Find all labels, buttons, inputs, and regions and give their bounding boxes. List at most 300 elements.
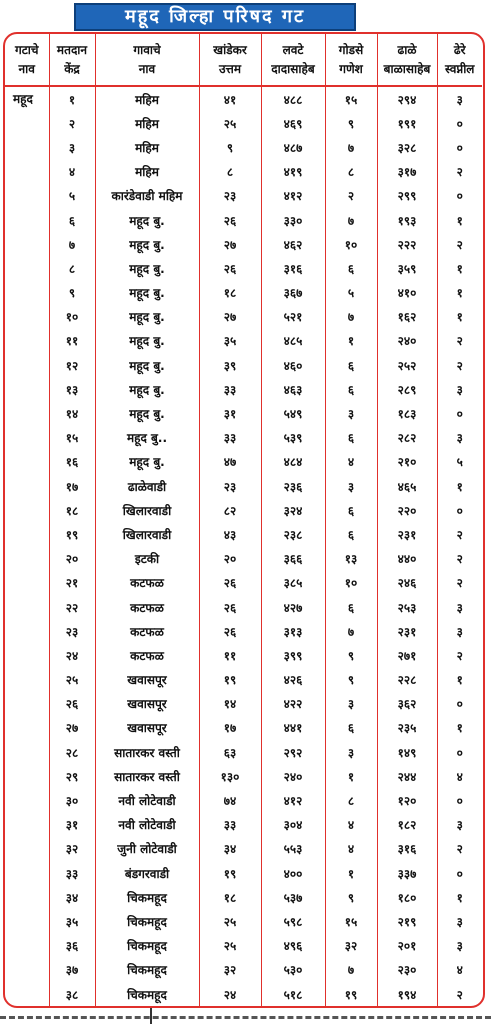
- candidate-godse-cell: ६: [325, 716, 377, 740]
- candidate-godse-cell: ९: [325, 885, 377, 909]
- candidate-khandekar-cell: ३३: [199, 377, 261, 401]
- candidate-khandekar-cell: ३२: [199, 958, 261, 982]
- village-name-cell: ढाळेवाडी: [95, 474, 199, 498]
- booth-number-cell: २३: [49, 619, 95, 643]
- candidate-lavate-cell: ४८५: [261, 329, 325, 353]
- table-row: [5, 595, 482, 619]
- candidate-dhere-cell: १: [456, 673, 463, 688]
- candidate-khandekar-cell: २५: [199, 909, 261, 933]
- booth-number-cell: ९: [49, 281, 95, 305]
- group-name-cell: महूद: [5, 86, 49, 1006]
- header-row: [5, 34, 482, 86]
- column-header: [199, 34, 261, 86]
- booth-number-cell: १४: [49, 401, 95, 425]
- village-name-cell: नवी लोटेवाडी: [95, 788, 199, 812]
- candidate-dhere-cell: ५: [456, 455, 463, 470]
- divider-tick: [150, 1008, 152, 1024]
- booth-number-cell: १७: [49, 474, 95, 498]
- candidate-dhale-cell: १८३: [377, 401, 437, 425]
- candidate-godse-cell: ७: [325, 619, 377, 643]
- candidate-lavate-cell: ४६९: [261, 111, 325, 135]
- village-name-cell: खिलारवाडी: [95, 522, 199, 546]
- table-row: [5, 619, 482, 643]
- candidate-godse-cell: १५: [325, 909, 377, 933]
- candidate-khandekar-cell: २६: [199, 256, 261, 280]
- table-row: [5, 208, 482, 232]
- candidate-khandekar-cell: २०: [199, 547, 261, 571]
- candidate-khandekar-cell: ३३: [199, 426, 261, 450]
- column-header-line1: गावाचे: [133, 42, 161, 57]
- village-name-cell: सातारकर वस्ती: [95, 764, 199, 788]
- table-header: [5, 34, 482, 86]
- column-header-line2: नाव: [138, 61, 156, 76]
- table-row: [5, 474, 482, 498]
- table-row: [5, 643, 482, 667]
- candidate-godse-cell: ३२: [325, 934, 377, 958]
- candidate-khandekar-cell: ३९: [199, 353, 261, 377]
- table-row: [5, 232, 482, 256]
- table-row: [5, 813, 482, 837]
- village-name-cell: महूद बु.: [95, 353, 199, 377]
- village-name-cell: महिम: [95, 135, 199, 159]
- candidate-dhere-cell: १: [456, 261, 463, 276]
- booth-number-cell: २५: [49, 668, 95, 692]
- candidate-godse-cell: ३: [325, 401, 377, 425]
- village-name-cell: महिम: [95, 111, 199, 135]
- candidate-khandekar-cell: ६३: [199, 740, 261, 764]
- candidate-dhale-cell: १९१: [377, 111, 437, 135]
- candidate-lavate-cell: ५३०: [261, 958, 325, 982]
- candidate-dhale-cell: १८०: [377, 885, 437, 909]
- candidate-dhere-cell: २: [456, 334, 463, 349]
- candidate-dhere-cell: ०: [456, 794, 463, 809]
- column-header: [49, 34, 95, 86]
- column-header-line1: लवटे: [282, 42, 304, 57]
- village-name-cell: चिकमहूद: [95, 934, 199, 958]
- booth-number-cell: १८: [49, 498, 95, 522]
- village-name-cell: महिम: [95, 160, 199, 184]
- candidate-khandekar-cell: २६: [199, 571, 261, 595]
- village-name-cell: जुनी लोटेवाडी: [95, 837, 199, 861]
- candidate-dhere-cell: ३: [456, 600, 463, 615]
- candidate-godse-cell: ७: [325, 135, 377, 159]
- candidate-khandekar-cell: २७: [199, 305, 261, 329]
- candidate-dhere-cell: ३: [456, 431, 463, 446]
- candidate-dhere-cell: ३: [456, 624, 463, 639]
- candidate-godse-cell: ९: [325, 643, 377, 667]
- candidate-lavate-cell: ३२४: [261, 498, 325, 522]
- candidate-dhale-cell: २३१: [377, 522, 437, 546]
- candidate-godse-cell: ९: [325, 668, 377, 692]
- column-header-line1: खांडेकर: [213, 42, 247, 57]
- village-name-cell: खवासपूर: [95, 716, 199, 740]
- table-row: [5, 86, 482, 111]
- column-header-line2: स्वप्नील: [445, 61, 475, 76]
- candidate-dhale-cell: ३२८: [377, 135, 437, 159]
- candidate-lavate-cell: ४८७: [261, 135, 325, 159]
- table-row: [5, 885, 482, 909]
- table-row: [5, 958, 482, 982]
- candidate-lavate-cell: ४१९: [261, 160, 325, 184]
- village-name-cell: इटकी: [95, 547, 199, 571]
- candidate-lavate-cell: ५२१: [261, 305, 325, 329]
- column-header-line1: गोडसे: [338, 42, 364, 57]
- candidate-godse-cell: १: [325, 861, 377, 885]
- results-table: [5, 34, 482, 1006]
- candidate-godse-cell: ४: [325, 837, 377, 861]
- table-row: [5, 764, 482, 788]
- table-row: [5, 160, 482, 184]
- booth-number-cell: ३३: [49, 861, 95, 885]
- candidate-dhale-cell: २९४: [377, 86, 437, 111]
- candidate-khandekar-cell: २५: [199, 111, 261, 135]
- candidate-khandekar-cell: २७: [199, 232, 261, 256]
- candidate-lavate-cell: ५४९: [261, 401, 325, 425]
- village-name-cell: चिकमहूद: [95, 982, 199, 1006]
- candidate-godse-cell: १: [325, 329, 377, 353]
- candidate-dhere-cell: ३: [456, 818, 463, 833]
- village-name-cell: कटफळ: [95, 643, 199, 667]
- candidate-dhere-cell: ४: [456, 963, 463, 978]
- village-name-cell: महूद बु.: [95, 305, 199, 329]
- booth-number-cell: ८: [49, 256, 95, 280]
- candidate-khandekar-cell: ९: [199, 135, 261, 159]
- candidate-dhale-cell: २५३: [377, 595, 437, 619]
- village-name-cell: खवासपूर: [95, 692, 199, 716]
- village-name-cell: चिकमहूद: [95, 909, 199, 933]
- table-row: [5, 426, 482, 450]
- candidate-lavate-cell: ३०४: [261, 813, 325, 837]
- table-row: [5, 522, 482, 546]
- village-name-cell: महूद बु.: [95, 329, 199, 353]
- candidate-godse-cell: ५: [325, 281, 377, 305]
- booth-number-cell: ५: [49, 184, 95, 208]
- candidate-godse-cell: ४: [325, 450, 377, 474]
- booth-number-cell: ४: [49, 160, 95, 184]
- column-header-line2: दादासाहेब: [271, 61, 315, 76]
- candidate-dhale-cell: ३१६: [377, 837, 437, 861]
- table-row: [5, 305, 482, 329]
- booth-number-cell: २६: [49, 692, 95, 716]
- table-row: [5, 861, 482, 885]
- candidate-dhale-cell: २९९: [377, 184, 437, 208]
- booth-number-cell: ३१: [49, 813, 95, 837]
- candidate-godse-cell: १: [325, 764, 377, 788]
- candidate-dhale-cell: २७१: [377, 643, 437, 667]
- candidate-lavate-cell: ५५३: [261, 837, 325, 861]
- candidate-godse-cell: ६: [325, 426, 377, 450]
- candidate-dhale-cell: २८२: [377, 426, 437, 450]
- booth-number-cell: ७: [49, 232, 95, 256]
- candidate-dhale-cell: २४४: [377, 764, 437, 788]
- booth-number-cell: १५: [49, 426, 95, 450]
- table-row: [5, 571, 482, 595]
- candidate-lavate-cell: ४२२: [261, 692, 325, 716]
- candidate-dhere-cell: २: [456, 842, 463, 857]
- candidate-khandekar-cell: २६: [199, 595, 261, 619]
- candidate-godse-cell: १०: [325, 571, 377, 595]
- candidate-lavate-cell: ३३०: [261, 208, 325, 232]
- table-row: [5, 498, 482, 522]
- village-name-cell: खवासपूर: [95, 668, 199, 692]
- table-row: [5, 353, 482, 377]
- results-table-frame: [3, 32, 485, 1008]
- candidate-lavate-cell: ३६७: [261, 281, 325, 305]
- candidate-dhere-cell: ०: [456, 503, 463, 518]
- candidate-dhale-cell: २२८: [377, 668, 437, 692]
- candidate-dhere-cell: ०: [456, 116, 463, 131]
- booth-number-cell: ३२: [49, 837, 95, 861]
- candidate-dhale-cell: ३५९: [377, 256, 437, 280]
- candidate-dhale-cell: २२०: [377, 498, 437, 522]
- village-name-cell: महूद बु.: [95, 450, 199, 474]
- candidate-dhere-cell: २: [456, 358, 463, 373]
- table-row: [5, 692, 482, 716]
- candidate-godse-cell: ९: [325, 111, 377, 135]
- candidate-khandekar-cell: ८: [199, 160, 261, 184]
- booth-number-cell: १९: [49, 522, 95, 546]
- village-name-cell: महूद बु.: [95, 232, 199, 256]
- column-header-line1: गटाचे: [14, 42, 39, 57]
- candidate-dhere-cell: २: [456, 648, 463, 663]
- candidate-godse-cell: ८: [325, 788, 377, 812]
- table-row: [5, 184, 482, 208]
- table-row: [5, 788, 482, 812]
- booth-number-cell: ३६: [49, 934, 95, 958]
- table-row: [5, 281, 482, 305]
- column-header-line1: ढेरे: [453, 42, 466, 57]
- candidate-dhere-cell: २: [456, 576, 463, 591]
- candidate-lavate-cell: ४८८: [261, 86, 325, 111]
- candidate-godse-cell: ६: [325, 353, 377, 377]
- candidate-lavate-cell: ३१६: [261, 256, 325, 280]
- candidate-godse-cell: ३: [325, 740, 377, 764]
- candidate-dhale-cell: ३३७: [377, 861, 437, 885]
- title-banner: [74, 3, 356, 31]
- table-row: [5, 909, 482, 933]
- village-name-cell: महूद बु.: [95, 281, 199, 305]
- candidate-godse-cell: १९: [325, 982, 377, 1006]
- village-name-cell: महिम: [95, 86, 199, 111]
- column-header: [377, 34, 437, 86]
- village-name-cell: महूद बु.: [95, 377, 199, 401]
- candidate-dhere-cell: ०: [456, 697, 463, 712]
- candidate-dhale-cell: ४४०: [377, 547, 437, 571]
- candidate-godse-cell: ६: [325, 498, 377, 522]
- candidate-dhale-cell: ४६५: [377, 474, 437, 498]
- candidate-khandekar-cell: ११: [199, 643, 261, 667]
- candidate-godse-cell: ७: [325, 305, 377, 329]
- village-name-cell: महूद बु.: [95, 256, 199, 280]
- candidate-dhale-cell: २३०: [377, 958, 437, 982]
- village-name-cell: महूद बु..: [95, 426, 199, 450]
- candidate-lavate-cell: ४८४: [261, 450, 325, 474]
- candidate-dhere-cell: २: [456, 237, 463, 252]
- booth-number-cell: २२: [49, 595, 95, 619]
- booth-number-cell: १३: [49, 377, 95, 401]
- candidate-godse-cell: २: [325, 184, 377, 208]
- booth-number-cell: १६: [49, 450, 95, 474]
- candidate-khandekar-cell: ३१: [199, 401, 261, 425]
- candidate-lavate-cell: ४४१: [261, 716, 325, 740]
- village-name-cell: कटफळ: [95, 595, 199, 619]
- village-name-cell: कटफळ: [95, 571, 199, 595]
- booth-number-cell: ६: [49, 208, 95, 232]
- candidate-godse-cell: १०: [325, 232, 377, 256]
- column-header-line2: बाळासाहेब: [383, 61, 431, 76]
- column-header: [261, 34, 325, 86]
- candidate-dhere-cell: ०: [456, 140, 463, 155]
- village-name-cell: महूद बु.: [95, 208, 199, 232]
- candidate-khandekar-cell: ७४: [199, 788, 261, 812]
- candidate-dhale-cell: ४१०: [377, 281, 437, 305]
- table-row: [5, 740, 482, 764]
- table-row: [5, 401, 482, 425]
- candidate-lavate-cell: ३९९: [261, 643, 325, 667]
- candidate-dhale-cell: २१०: [377, 450, 437, 474]
- table-row: [5, 329, 482, 353]
- candidate-godse-cell: ३: [325, 474, 377, 498]
- column-header-line2: नाव: [18, 61, 35, 76]
- candidate-lavate-cell: ४१२: [261, 788, 325, 812]
- candidate-dhale-cell: २१९: [377, 909, 437, 933]
- candidate-khandekar-cell: १३०: [199, 764, 261, 788]
- candidate-dhere-cell: ०: [456, 189, 463, 204]
- table-row: [5, 837, 482, 861]
- booth-number-cell: ३४: [49, 885, 95, 909]
- candidate-dhere-cell: ४: [456, 769, 463, 784]
- candidate-godse-cell: ६: [325, 256, 377, 280]
- candidate-lavate-cell: ४६३: [261, 377, 325, 401]
- table-row: [5, 716, 482, 740]
- candidate-dhale-cell: १९४: [377, 982, 437, 1006]
- candidate-dhale-cell: २५२: [377, 353, 437, 377]
- booth-number-cell: २७: [49, 716, 95, 740]
- candidate-khandekar-cell: ४१: [199, 86, 261, 111]
- column-header: [95, 34, 199, 86]
- village-name-cell: खिलारवाडी: [95, 498, 199, 522]
- candidate-dhere-cell: ३: [456, 939, 463, 954]
- candidate-dhere-cell: ३: [456, 914, 463, 929]
- table-body: [5, 86, 482, 1006]
- booth-number-cell: ३७: [49, 958, 95, 982]
- booth-number-cell: ३: [49, 135, 95, 159]
- booth-number-cell: १०: [49, 305, 95, 329]
- candidate-khandekar-cell: १८: [199, 885, 261, 909]
- candidate-dhale-cell: ३१७: [377, 160, 437, 184]
- candidate-lavate-cell: ४६२: [261, 232, 325, 256]
- candidate-dhale-cell: ३६२: [377, 692, 437, 716]
- table-row: [5, 668, 482, 692]
- candidate-dhere-cell: ०: [456, 745, 463, 760]
- candidate-dhere-cell: १: [456, 286, 463, 301]
- table-row: [5, 982, 482, 1006]
- booth-number-cell: ३५: [49, 909, 95, 933]
- candidate-khandekar-cell: १४: [199, 692, 261, 716]
- candidate-godse-cell: ४: [325, 813, 377, 837]
- candidate-lavate-cell: २९२: [261, 740, 325, 764]
- candidate-lavate-cell: ४६०: [261, 353, 325, 377]
- column-header-line2: केंद्र: [64, 61, 80, 76]
- candidate-dhale-cell: २२२: [377, 232, 437, 256]
- candidate-dhere-cell: १: [456, 890, 463, 905]
- candidate-khandekar-cell: १९: [199, 861, 261, 885]
- candidate-godse-cell: १५: [325, 86, 377, 111]
- candidate-khandekar-cell: ३३: [199, 813, 261, 837]
- candidate-dhere-cell: १: [456, 721, 463, 736]
- booth-number-cell: २०: [49, 547, 95, 571]
- table-row: [5, 135, 482, 159]
- candidate-lavate-cell: २३८: [261, 522, 325, 546]
- candidate-dhere-cell: २: [456, 527, 463, 542]
- booth-number-cell: ३८: [49, 982, 95, 1006]
- table-row: [5, 111, 482, 135]
- column-header-line2: गणेश: [339, 61, 363, 76]
- candidate-dhale-cell: १२०: [377, 788, 437, 812]
- candidate-dhere-cell: ०: [456, 866, 463, 881]
- booth-number-cell: २१: [49, 571, 95, 595]
- candidate-dhere-cell: २: [456, 165, 463, 180]
- candidate-dhale-cell: १६२: [377, 305, 437, 329]
- table-row: [5, 934, 482, 958]
- candidate-godse-cell: १३: [325, 547, 377, 571]
- candidate-godse-cell: ६: [325, 377, 377, 401]
- candidate-dhere-cell: १: [456, 479, 463, 494]
- candidate-dhere-cell: ०: [456, 407, 463, 422]
- candidate-khandekar-cell: २६: [199, 208, 261, 232]
- candidate-lavate-cell: ५१८: [261, 982, 325, 1006]
- candidate-godse-cell: ३: [325, 692, 377, 716]
- candidate-lavate-cell: ४९६: [261, 934, 325, 958]
- booth-number-cell: ३०: [49, 788, 95, 812]
- candidate-dhale-cell: १४९: [377, 740, 437, 764]
- candidate-godse-cell: ६: [325, 522, 377, 546]
- candidate-dhere-cell: ३: [456, 382, 463, 397]
- candidate-godse-cell: ७: [325, 958, 377, 982]
- column-header: [325, 34, 377, 86]
- candidate-khandekar-cell: २५: [199, 934, 261, 958]
- candidate-dhale-cell: १९३: [377, 208, 437, 232]
- candidate-lavate-cell: ३६६: [261, 547, 325, 571]
- candidate-khandekar-cell: ८२: [199, 498, 261, 522]
- table-row: [5, 377, 482, 401]
- candidate-khandekar-cell: २६: [199, 619, 261, 643]
- candidate-khandekar-cell: २३: [199, 184, 261, 208]
- candidate-dhale-cell: १८२: [377, 813, 437, 837]
- candidate-lavate-cell: ५३७: [261, 885, 325, 909]
- column-header-line1: मतदान: [56, 42, 88, 57]
- village-name-cell: नवी लोटेवाडी: [95, 813, 199, 837]
- village-name-cell: चिकमहूद: [95, 958, 199, 982]
- booth-number-cell: ११: [49, 329, 95, 353]
- candidate-dhale-cell: २३५: [377, 716, 437, 740]
- column-header-line1: ढाळे: [397, 42, 417, 57]
- booth-number-cell: १: [49, 86, 95, 111]
- candidate-lavate-cell: ५९८: [261, 909, 325, 933]
- column-header: [437, 34, 482, 86]
- candidate-khandekar-cell: ४३: [199, 522, 261, 546]
- booth-number-cell: २८: [49, 740, 95, 764]
- candidate-dhale-cell: २४६: [377, 571, 437, 595]
- candidate-lavate-cell: ४१२: [261, 184, 325, 208]
- booth-number-cell: २: [49, 111, 95, 135]
- column-header: [5, 34, 49, 86]
- table-row: [5, 256, 482, 280]
- candidate-lavate-cell: ५३९: [261, 426, 325, 450]
- candidate-lavate-cell: ४००: [261, 861, 325, 885]
- village-name-cell: सातारकर वस्ती: [95, 740, 199, 764]
- booth-number-cell: २९: [49, 764, 95, 788]
